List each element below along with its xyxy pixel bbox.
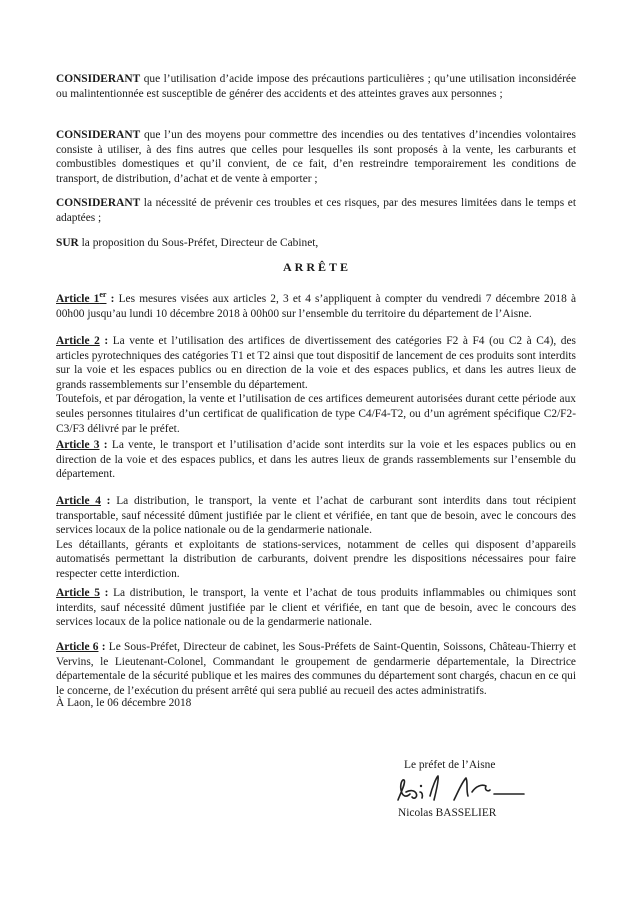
decree-title: ARRÊTE: [282, 260, 351, 274]
handwritten-signature: [392, 770, 562, 806]
article-1: Article 1er : Les mesures visées aux articles 2, 3 et 4 s’appliquent à compter du vendredi 7 décembre 2018 à 00h00 jusqu’au lundi 10 décembre 2018 à 00h00 sur l’ensemble du territoire du département de l’Aisne.: [56, 290, 576, 320]
article-2: Article 2 : La vente et l’utilisation des artifices de divertissement des catégories F2 à F4 (ou C2 à C4), des articles pyrotechniques des catégories T1 et T2 ainsi que tout dispositif de lancement de ces produits sont interdits sur la voie et les espaces publics ou en direction de la voie et des espaces publics, et dans les autres lieux de grands rassemblements sur l’ensemble du département. Toutefois, et par dérogation, la vente et l’utilisation de ces artifices demeurent autorisées durant cette période aux seules personnes titulaires d’un certificat de qualification de type C4/F4-T2, ou d’un agrément spécifique C2/F2-C3/F3 délivré par le préfet.: [56, 335, 576, 435]
article-text: La distribution, le transport, la vente et l’achat de carburant sont interdits dans tout récipient transportable, sauf nécessité dûment justifiée par le client et vérifiée, en tant que de besoin, avec le concours des services locaux de la police nationale ou de la gendarmerie nationale.: [56, 495, 576, 537]
article-label: Article 6: [56, 641, 99, 653]
article-extra-text: Toutefois, et par dérogation, la vente et l’utilisation de ces artifices demeurent autorisées durant cette période aux seules personnes titulaires d’un certificat de qualification de type C4/F4-T2, ou d’un agrément spécifique C2/F2-C3/F3 délivré par le préfet.: [56, 393, 576, 435]
article-text: Les mesures visées aux articles 2, 3 et 4 s’appliquent à compter du vendredi 7 décembre 2018 à 00h00 jusqu’au lundi 10 décembre 2018 à 00h00 sur l’ensemble du territoire du département de l’Aisne.: [56, 293, 576, 320]
sur-paragraph: [56, 236, 576, 251]
article-4: Article 4 : La distribution, le transport, la vente et l’achat de carburant sont interdits dans tout récipient transportable, sauf nécessité dûment justifiée par le client et vérifiée, en tant que de besoin, avec le concours des services locaux de la police nationale ou de la gendarmerie nationale. Les détaillants, gérants et exploitants de stations-services, notamment de celles qui disposent d’appareils automatisés permettant la distribution de carburants, doivent prendre les dispositions nécessaires pour faire respecter cette interdiction.: [56, 495, 576, 580]
considerant-text: la nécessité de prévenir ces troubles et ces risques, par des mesures limitées dans le temps et adaptées ;: [56, 197, 576, 224]
considerant-lead: CONSIDERANT: [56, 197, 141, 209]
article-label: Article 5: [56, 587, 100, 599]
sur-text: la proposition du Sous-Préfet, Directeur de Cabinet,: [78, 237, 319, 249]
place-date: À Laon, le 06 décembre 2018: [56, 697, 192, 709]
article-label: Article 3: [56, 439, 100, 451]
signatory-name: Nicolas BASSELIER: [398, 807, 497, 819]
article-6: Article 6 : Le Sous-Préfet, Directeur de cabinet, les Sous-Préfets de Saint-Quentin, Soissons, Château-Thierry et Vervins, le Lieutenant-Colonel, Commandant le groupement de gendarmerie départementale, la Directrice départementale de la sécurité publique et les maires des communes du département sont chargés, chacun en ce qui le concerne, de l’exécution du présent arrêté qui sera publié au recueil des actes administratifs.: [56, 641, 576, 697]
article-text: La distribution, le transport, la vente et l’achat de tous produits inflammables ou chimiques sont interdits, sauf nécessité dûment justifiée par le client et vérifiée, en tant que de besoin, avec le concours des services locaux de la police nationale ou de la gendarmerie nationale.: [56, 587, 576, 629]
considerant-2: [56, 128, 576, 186]
article-text: Le Sous-Préfet, Directeur de cabinet, les Sous-Préfets de Saint-Quentin, Soissons, Château-Thierry et Vervins, le Lieutenant-Colonel, Commandant le groupement de gendarmerie départementale, la Directrice départementale de la sécurité publique et les maires des communes du département sont chargés, chacun en ce qui le concerne, de l’exécution du présent arrêté qui sera publié au recueil des actes administratifs.: [56, 641, 576, 697]
article-text: La vente et l’utilisation des artifices de divertissement des catégories F2 à F4 (ou C2 à C4), des articles pyrotechniques des catégories T1 et T2 ainsi que tout dispositif de lancement de ces produits sont interdits sur la voie et les espaces publics ou en direction de la voie et des espaces publics, et dans les autres lieux de grands rassemblements sur l’ensemble du département.: [56, 335, 576, 391]
article-text: La vente, le transport et l’utilisation d’acide sont interdits sur la voie et les espaces publics ou en direction de la voie et des espaces publics, et dans les autres lieux de grands rassemblements sur l’ensemble du département.: [56, 439, 576, 481]
article-label: Article 2: [56, 335, 100, 347]
article-extra-text: Les détaillants, gérants et exploitants de stations-services, notamment de celles qui disposent d’appareils automatisés permettant la distribution de carburants, doivent prendre les dispositions nécessaires pour faire respecter cette interdiction.: [56, 538, 576, 580]
article-label: Article 1er: [56, 290, 107, 305]
considerant-lead: CONSIDERANT: [56, 73, 141, 85]
article-5: Article 5 : La distribution, le transport, la vente et l’achat de tous produits inflammables ou chimiques sont interdits, sauf nécessité dûment justifiée par le client et vérifiée, en tant que de besoin, avec le concours des services locaux de la police nationale ou de la gendarmerie nationale.: [56, 587, 576, 629]
signatory-title: Le préfet de l’Aisne: [404, 759, 496, 771]
article-label: Article 4: [56, 495, 101, 507]
sur-lead: SUR: [56, 237, 79, 249]
article-3: Article 3 : La vente, le transport et l’utilisation d’acide sont interdits sur la voie et les espaces publics ou en direction de la voie et des espaces publics, et dans les autres lieux de grands rassemblements sur l’ensemble du département.: [56, 439, 576, 481]
considerant-text: que l’un des moyens pour commettre des incendies ou des tentatives d’incendies volontaires consiste à utiliser, à des fins autres que celles pour lesquelles ils sont proposés à la vente, les carburants et combustibles domestiques et qu’il convient, de ce fait, d’en restreindre temporairement les conditions de transport, de distribution, d’achat et de vente à emporter ;: [56, 129, 576, 185]
considerant-lead: CONSIDERANT: [56, 129, 141, 141]
considerant-text: que l’utilisation d’acide impose des précautions particulières ; qu’une utilisation inconsidérée ou malintentionnée est susceptible de générer des accidents et des atteintes graves aux personnes ;: [56, 73, 576, 100]
considerant-3: [56, 196, 576, 225]
considerant-1: [56, 72, 576, 101]
